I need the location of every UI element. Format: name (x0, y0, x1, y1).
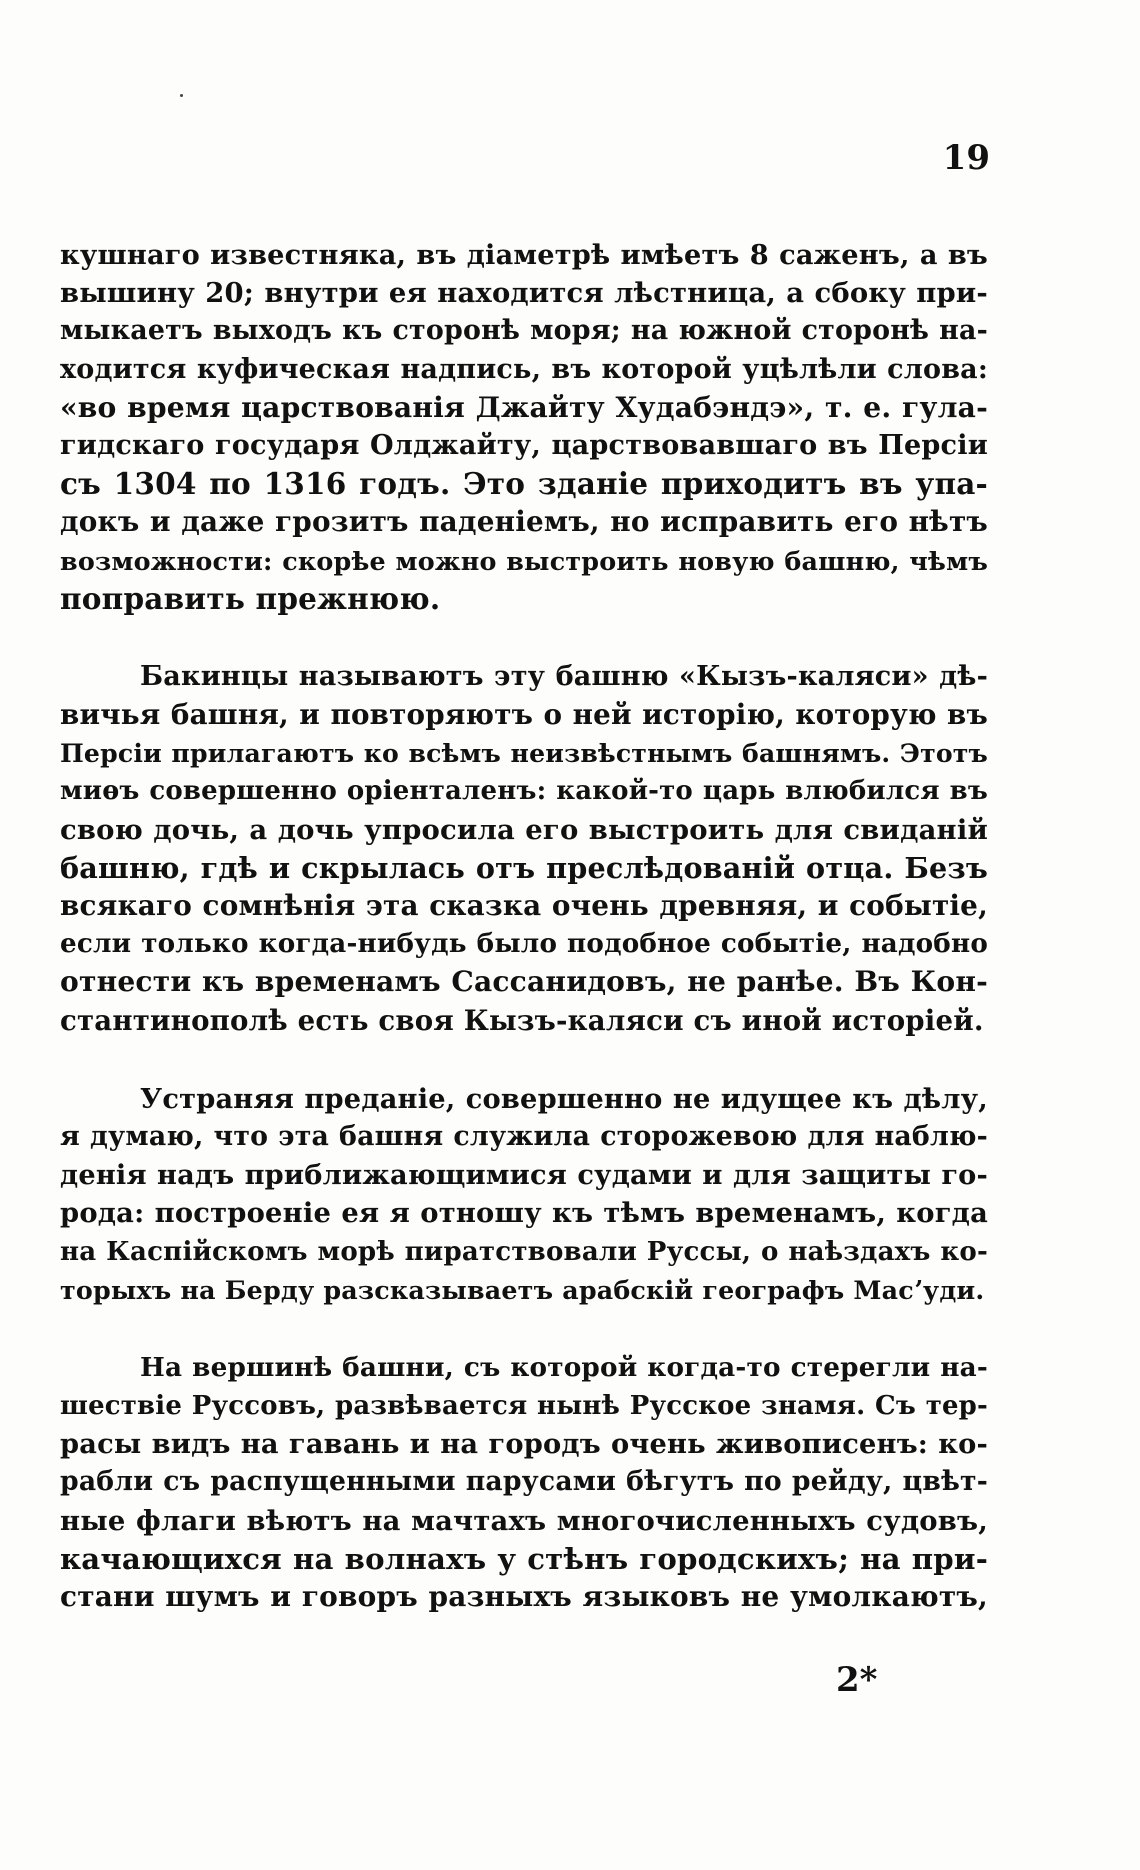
text-line: если только когда-нибудь было подобное событіе, надобно (60, 928, 988, 960)
text-line: свою дочь, а дочь упросила его выстроить для свиданій (60, 813, 988, 846)
paragraph-gap (60, 1309, 988, 1349)
text-line: Бакинцы называютъ эту башню «Кызъ-каляси» дѣ- (140, 660, 988, 692)
paragraph-2 (60, 658, 988, 1040)
text-line: съ 1304 по 1316 годъ. Это зданіе приходитъ въ упа- (60, 466, 988, 502)
text-line: расы видъ на гавань и на городъ очень живописенъ: ко- (60, 1428, 988, 1461)
text-line: на Каспійскомъ морѣ пиратствовали Руссы, о наѣздахъ ко- (60, 1236, 988, 1267)
text-line: торыхъ на Берду разсказываетъ арабскій географъ Масʼуди. (60, 1274, 985, 1305)
paragraph-3 (60, 1080, 988, 1309)
text-line: денія надъ приближающимися судами и для защиты го- (60, 1159, 988, 1192)
text-line: На вершинѣ башни, съ которой когда-то стерегли на- (140, 1351, 988, 1383)
text-line: докъ и даже грозитъ паденіемъ, но исправить его нѣтъ (60, 505, 988, 539)
text-line: качающихся на волнахъ у стѣнъ городскихъ; на при- (60, 1541, 988, 1576)
text-line: «во время царствованія Джайту Худабэндэ», т. е. гула- (60, 390, 988, 424)
text-line: мыкаетъ выходъ къ сторонѣ моря; на южной сторонѣ на- (60, 315, 988, 347)
text-line: кушнаго известняка, въ діаметрѣ имѣетъ 8 саженъ, а въ (60, 239, 988, 271)
page-number: 19 (942, 138, 990, 178)
text-line: отнести къ временамъ Сассанидовъ, не ранѣе. Въ Кон- (60, 965, 988, 999)
paragraph-gap (60, 618, 988, 658)
text-line: я думаю, что эта башня служила сторожевою для наблю- (60, 1120, 988, 1152)
paragraph-4 (60, 1349, 988, 1616)
text-line: гидскаго государя Олджайту, царствовавшаго въ Персіи (60, 429, 988, 461)
printer-signature-mark: 2* (836, 1660, 878, 1700)
text-line: стантинополѣ есть своя Кызъ-каляси съ иной исторіей. (60, 1003, 984, 1037)
text-line: стани шумъ и говоръ разныхъ языковъ не умолкаютъ, (60, 1580, 988, 1613)
text-line: всякаго сомнѣнія эта сказка очень древняя, и событіе, (60, 889, 988, 922)
text-line: шествіе Руссовъ, развѣвается нынѣ Русское знамя. Съ тер- (60, 1391, 988, 1422)
text-line: возможности: скорѣе можно выстроить новую башню, чѣмъ (60, 545, 988, 576)
text-line: поправить прежнюю. (60, 580, 441, 616)
paragraph-1 (60, 236, 988, 618)
text-line: вышину 20; внутри ея находится лѣстница, а сбоку при- (60, 277, 988, 310)
text-line: ходится куфическая надпись, въ которой уцѣлѣли слова: (60, 353, 988, 385)
text-line: миѳъ совершенно оріенталенъ: какой-то царь влюбился въ (60, 776, 988, 807)
text-line: ные флаги вѣютъ на мачтахъ многочисленныхъ судовъ, (60, 1504, 988, 1537)
text-line: башню, гдѣ и скрылась отъ преслѣдованій отца. Безъ (60, 850, 988, 885)
text-line: рабли съ распущенными парусами бѣгутъ по рейду, цвѣт- (60, 1466, 988, 1498)
paragraph-gap (60, 1040, 988, 1080)
text-line: Персіи прилагаютъ ко всѣмъ неизвѣстнымъ башнямъ. Этотъ (60, 738, 988, 769)
text-line: вичья башня, и повторяютъ о ней исторію, которую въ (60, 698, 988, 732)
body-text (60, 236, 988, 1616)
text-line: рода: построеніе ея я отношу къ тѣмъ временамъ, когда (60, 1197, 988, 1230)
text-line: Устраняя преданіе, совершенно не идущее къ дѣлу, (140, 1082, 988, 1115)
print-speck (180, 94, 183, 97)
